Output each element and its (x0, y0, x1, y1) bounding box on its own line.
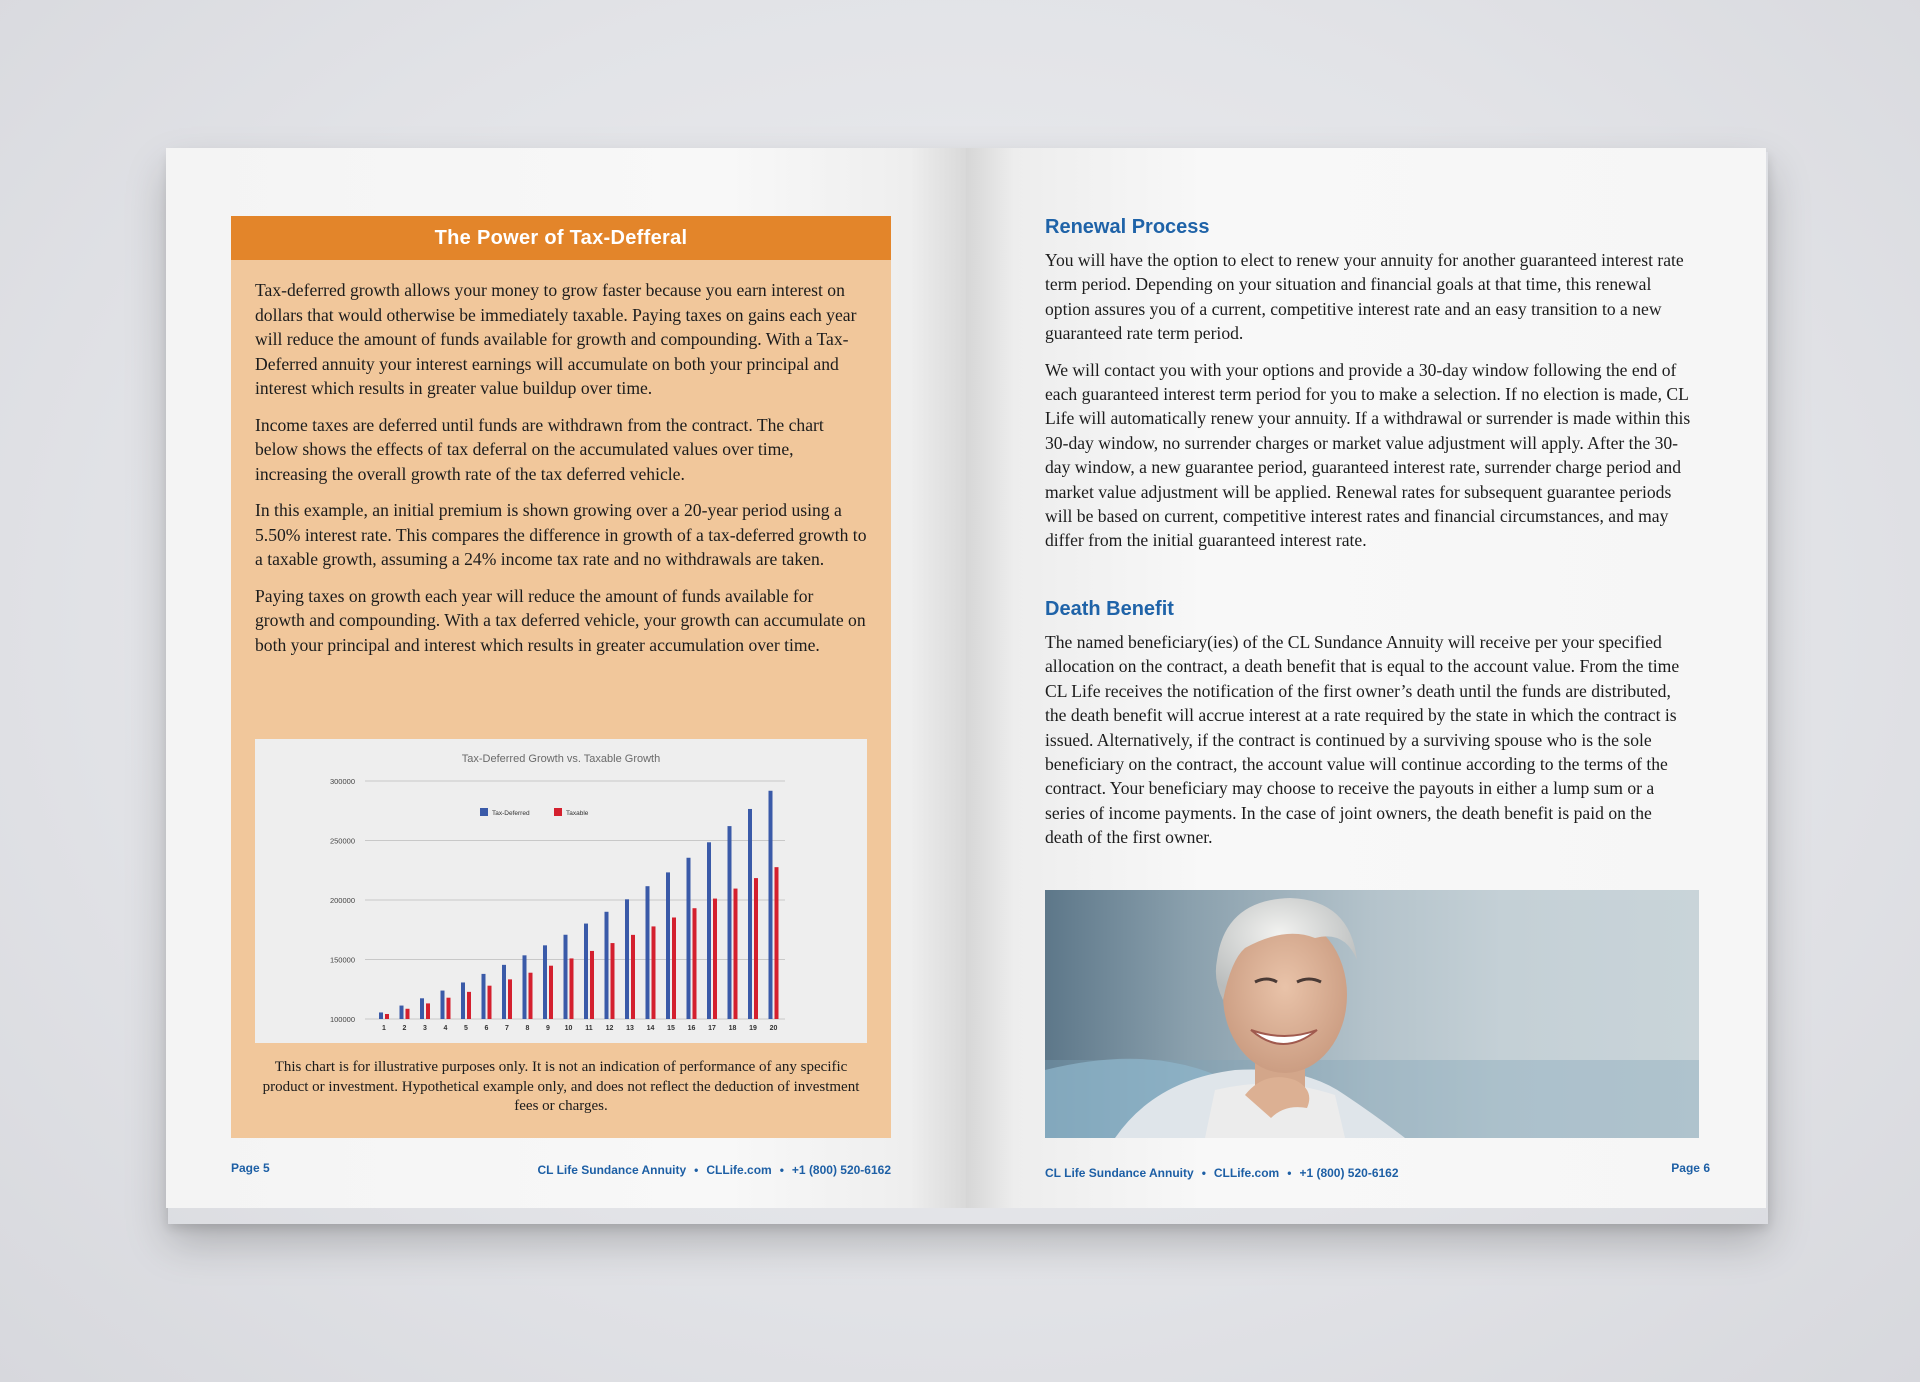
footer-phone: +1 (800) 520-6162 (1299, 1166, 1399, 1180)
bar-tax-deferred (646, 886, 650, 1019)
bullet-icon: • (694, 1163, 699, 1177)
page-number-left: Page 5 (231, 1161, 270, 1175)
x-tick-label: 11 (585, 1025, 593, 1032)
page-number-right: Page 6 (1671, 1161, 1710, 1175)
bar-tax-deferred (625, 899, 629, 1019)
growth-chart (255, 739, 867, 1043)
bar-tax-deferred (687, 858, 691, 1019)
bar-taxable (426, 1003, 430, 1019)
x-tick-label: 7 (505, 1025, 509, 1032)
chart-disclaimer: This chart is for illustrative purposes only. It is not an indication of performance of any specific product or investment. Hypothetical example only, and does not reflect the deduction of investment fees or charges. (262, 1059, 860, 1114)
x-tick-label: 14 (646, 1025, 655, 1032)
footer-contact-left (537, 1163, 891, 1177)
bar-tax-deferred (543, 945, 547, 1019)
legend-label: Taxable (566, 810, 589, 817)
bar-taxable (611, 943, 615, 1019)
y-tick-label: 200000 (329, 896, 355, 905)
bullet-icon: • (1201, 1166, 1206, 1180)
bar-taxable (488, 986, 492, 1019)
x-tick-label: 6 (484, 1025, 489, 1032)
y-tick-label: 250000 (329, 836, 355, 846)
bar-tax-deferred (502, 965, 506, 1019)
bar-tax-deferred (564, 935, 568, 1019)
footer-contact-right (1045, 1166, 1399, 1180)
bar-taxable (549, 966, 553, 1019)
y-tick-label: 300000 (329, 777, 355, 786)
y-tick-label: 100000 (329, 1015, 355, 1024)
legend-swatch (554, 808, 562, 816)
x-tick-label: 13 (626, 1025, 634, 1032)
bullet-icon: • (779, 1163, 784, 1177)
chart-svg (255, 739, 867, 1043)
death-benefit-heading: Death Benefit (1045, 598, 1174, 620)
x-tick-label: 19 (749, 1025, 757, 1032)
bar-tax-deferred (748, 809, 752, 1019)
bullet-icon: • (1287, 1166, 1292, 1180)
footer-site: CLLife.com (706, 1163, 772, 1177)
paragraph: Paying taxes on growth each year will reduce the amount of funds available for growth and compounding. With a tax deferred vehicle, your growth can accumulate on both your principal and interest which results in greater accumulation over time. (255, 585, 866, 655)
bar-taxable (652, 926, 656, 1019)
bar-taxable (529, 973, 533, 1019)
tax-deferral-box (231, 216, 891, 1138)
bar-taxable (570, 958, 574, 1019)
x-tick-label: 10 (564, 1025, 573, 1032)
bar-taxable (508, 979, 512, 1019)
bar-tax-deferred (666, 872, 670, 1019)
bar-taxable (467, 992, 471, 1019)
bar-tax-deferred (605, 912, 609, 1019)
bar-taxable (775, 867, 779, 1019)
legend-swatch (480, 808, 488, 816)
paragraph: Tax-deferred growth allows your money to grow faster because you earn interest on dollars that would otherwise be immediately taxable. Paying taxes on gains each year will reduce the amount of funds available for growth and compounding. With a Tax-Deferred annuity your interest earnings will accumulate on both your principal and interest which results in greater value buildup over time. (255, 280, 857, 398)
photo-illustration (1045, 890, 1699, 1138)
bar-taxable (447, 998, 451, 1019)
bar-tax-deferred (482, 974, 486, 1019)
bar-tax-deferred (728, 826, 732, 1019)
x-tick-label: 5 (464, 1025, 468, 1032)
bar-taxable (672, 917, 676, 1019)
bar-taxable (590, 951, 594, 1019)
chart-title: Tax-Deferred Growth vs. Taxable Growth (461, 753, 661, 765)
bar-tax-deferred (584, 924, 588, 1019)
bar-taxable (406, 1009, 410, 1019)
bar-tax-deferred (400, 1006, 404, 1019)
paragraph: You will have the option to elect to renew your annuity for another guaranteed interest rate term period. Depending on your situation and financial goals at that time, this renewal option assures you of a current, competitive interest rate and an easy transition to a new guaranteed rate term period. (1045, 250, 1684, 344)
page-left (166, 148, 966, 1208)
footer-brand: CL Life Sundance Annuity (1045, 1166, 1194, 1180)
bar-tax-deferred (769, 791, 773, 1019)
x-tick-label: 3 (423, 1025, 427, 1032)
bar-taxable (385, 1014, 389, 1019)
x-tick-label: 18 (728, 1025, 737, 1032)
x-tick-label: 1 (382, 1025, 386, 1032)
x-tick-label: 8 (525, 1025, 530, 1032)
bar-taxable (754, 878, 758, 1019)
x-tick-label: 12 (605, 1025, 614, 1032)
box-body (231, 278, 891, 657)
paragraph: Income taxes are deferred until funds are withdrawn from the contract. The chart below shows the effects of tax deferral on the accumulated values over time, increasing the overall growth rate of the tax deferred vehicle. (255, 414, 824, 484)
footer-site: CLLife.com (1213, 1166, 1280, 1180)
paragraph: We will contact you with your options and provide a 30-day window following the end of each guaranteed interest term period for you to make a selection. If no election is made, CL Life will automatically renew your annuity. If a withdrawal or surrender is made within this 30-day window, no surrender charges or market value adjustment will apply. After the 30-day window, a new guarantee period, guaranteed interest rate, surrender charge period and market value adjustment will be applied. Renewal rates for subsequent guarantee periods will be based on current, competitive interest rates and financial circumstances, and may differ from the initial guaranteed interest rate. (1045, 359, 1691, 551)
bar-tax-deferred (461, 982, 465, 1019)
smiling-woman-photo (1045, 890, 1699, 1138)
page-right (966, 148, 1766, 1208)
bar-taxable (631, 935, 635, 1019)
paragraph: The named beneficiary(ies) of the CL Sundance Annuity will receive per your specified allocation on the contract, a death benefit that is equal to the account value. From the time CL Life receives the notification of the first owner’s death until the funds are distributed, the death benefit will accrue interest at a rate required by the state in which the contract is issued. Alternatively, if the contract is continued by a surviving spouse who is the sole beneficiary on the contract, the account value will continue according to the terms of the contract. Your beneficiary may choose to receive the payouts in either a lump sum or a series of income payments. In the case of joint owners, the death benefit is paid on the death of the first owner. (1045, 632, 1680, 848)
x-tick-label: 15 (667, 1025, 675, 1032)
bar-tax-deferred (707, 842, 711, 1019)
x-tick-label: 17 (708, 1025, 716, 1032)
bar-tax-deferred (420, 998, 424, 1019)
x-tick-label: 9 (546, 1025, 550, 1032)
bar-taxable (713, 899, 717, 1019)
renewal-heading: Renewal Process (1045, 216, 1210, 238)
footer-phone: +1 (800) 520-6162 (791, 1163, 891, 1177)
bar-taxable (693, 908, 697, 1019)
bar-taxable (734, 889, 738, 1019)
x-tick-label: 2 (402, 1025, 407, 1032)
footer-brand: CL Life Sundance Annuity (537, 1163, 687, 1177)
x-tick-label: 16 (687, 1025, 696, 1032)
legend-label: Tax-Deferred (492, 810, 530, 817)
bar-tax-deferred (441, 991, 445, 1019)
bar-tax-deferred (379, 1012, 383, 1019)
box-title: The Power of Tax-Defferal (231, 216, 891, 260)
y-tick-label: 150000 (329, 955, 355, 965)
x-tick-label: 20 (769, 1025, 778, 1032)
renewal-text (1045, 248, 1693, 565)
death-benefit-text (1045, 630, 1693, 862)
paragraph: In this example, an initial premium is shown growing over a 20-year period using a 5.50% interest rate. This compares the difference in growth of a tax-deferred growth to a taxable growth, assuming a 24% income tax rate and no withdrawals are taken. (255, 500, 867, 569)
bar-tax-deferred (523, 955, 527, 1019)
x-tick-label: 4 (443, 1025, 448, 1032)
